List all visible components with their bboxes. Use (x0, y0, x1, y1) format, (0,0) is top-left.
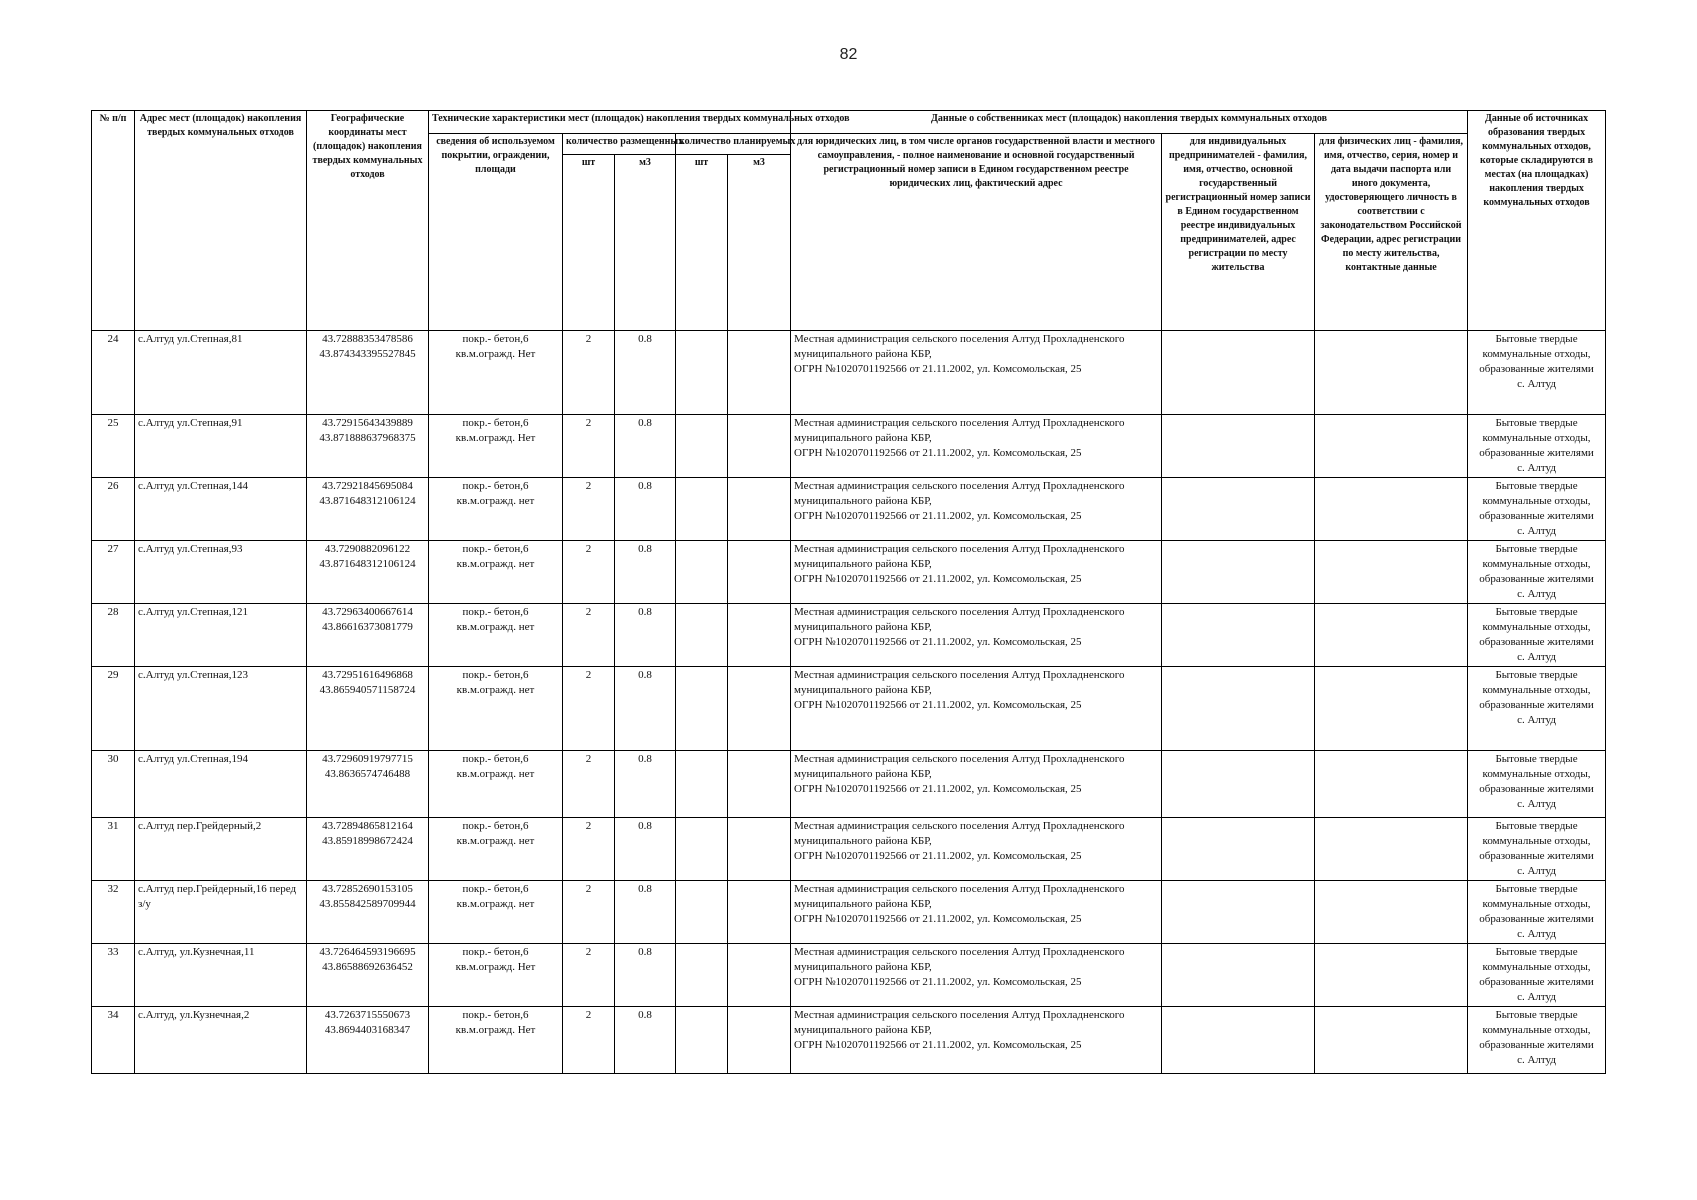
source-line-1: Бытовые твердые (1495, 417, 1578, 429)
source-line-4: с. Алтуд (1517, 798, 1556, 810)
owner-legal (791, 541, 1162, 604)
site-address: с.Алтуд ул.Степная,121 (135, 604, 307, 667)
longitude: 43.86588692636452 (322, 961, 413, 973)
qty-sht: 2 (563, 1007, 615, 1074)
cover-line-2: кв.м.огражд. нет (456, 768, 535, 780)
owner-line-3: ОГРН №1020701192566 от 21.11.2002, ул. Комсомольская, 25 (794, 976, 1082, 988)
source-line-2: коммунальные отходы, (1482, 432, 1591, 444)
qty-m3: 0.8 (615, 331, 676, 415)
source-line-3: образованные жителями (1479, 573, 1594, 585)
owner-physical (1315, 944, 1468, 1007)
source-line-2: коммунальные отходы, (1482, 684, 1591, 696)
source-line-1: Бытовые твердые (1495, 820, 1578, 832)
owner-line-2: муниципального района КБР, (794, 558, 932, 570)
planned-m3 (728, 415, 791, 478)
cover-line-2: кв.м.огражд. нет (456, 621, 535, 633)
owner-line-1: Местная администрация сельского поселения Алтуд Прохладненского (794, 543, 1125, 555)
qty-m3: 0.8 (615, 1007, 676, 1074)
site-address: с.Алтуд пер.Грейдерный,16 перед з/у (135, 881, 307, 944)
owner-line-2: муниципального района КБР, (794, 684, 932, 696)
owner-line-2: муниципального района КБР, (794, 835, 932, 847)
table-row (92, 818, 1606, 881)
table-row (92, 478, 1606, 541)
owner-line-3: ОГРН №1020701192566 от 21.11.2002, ул. Комсомольская, 25 (794, 510, 1082, 522)
qty-m3: 0.8 (615, 478, 676, 541)
source-line-3: образованные жителями (1479, 913, 1594, 925)
owner-legal (791, 667, 1162, 751)
owner-line-2: муниципального района КБР, (794, 898, 932, 910)
owner-line-1: Местная администрация сельского поселения Алтуд Прохладненского (794, 1009, 1125, 1021)
header-m3-planned: м3 (728, 155, 791, 331)
cover-line-2: кв.м.огражд. Нет (455, 1024, 536, 1036)
source-line-1: Бытовые твердые (1495, 333, 1578, 345)
source-line-4: с. Алтуд (1517, 651, 1556, 663)
latitude: 43.72915643439889 (322, 417, 413, 429)
site-coordinates (307, 1007, 429, 1074)
planned-sht (676, 751, 728, 818)
cover-line-2: кв.м.огражд. нет (456, 835, 535, 847)
row-number: 33 (92, 944, 135, 1007)
cover-info (429, 881, 563, 944)
cover-info (429, 818, 563, 881)
table-row (92, 881, 1606, 944)
longitude: 43.865940571158724 (319, 684, 416, 696)
waste-source (1468, 478, 1606, 541)
planned-sht (676, 331, 728, 415)
cover-line-1: покр.- бетон,6 (462, 333, 529, 345)
owner-physical (1315, 541, 1468, 604)
qty-m3: 0.8 (615, 604, 676, 667)
cover-line-2: кв.м.огражд. нет (456, 898, 535, 910)
site-address: с.Алтуд пер.Грейдерный,2 (135, 818, 307, 881)
owner-ip (1162, 881, 1315, 944)
owner-physical (1315, 478, 1468, 541)
owner-line-3: ОГРН №1020701192566 от 21.11.2002, ул. Комсомольская, 25 (794, 699, 1082, 711)
owner-line-1: Местная администрация сельского поселения Алтуд Прохладненского (794, 417, 1125, 429)
planned-sht (676, 478, 728, 541)
source-line-1: Бытовые твердые (1495, 543, 1578, 555)
source-line-4: с. Алтуд (1517, 378, 1556, 390)
owner-line-2: муниципального района КБР, (794, 1024, 932, 1036)
source-line-2: коммунальные отходы, (1482, 768, 1591, 780)
source-line-4: с. Алтуд (1517, 928, 1556, 940)
site-coordinates (307, 944, 429, 1007)
source-line-1: Бытовые твердые (1495, 1009, 1578, 1021)
longitude: 43.86616373081779 (322, 621, 413, 633)
owner-physical (1315, 1007, 1468, 1074)
owner-line-1: Местная администрация сельского поселения Алтуд Прохладненского (794, 606, 1125, 618)
cover-line-1: покр.- бетон,6 (462, 820, 529, 832)
header-qty-placed: количество размещенных (563, 134, 676, 155)
latitude: 43.72852690153105 (322, 883, 413, 895)
cover-line-1: покр.- бетон,6 (462, 753, 529, 765)
owner-line-1: Местная администрация сельского поселения Алтуд Прохладненского (794, 753, 1125, 765)
planned-sht (676, 881, 728, 944)
table-row (92, 604, 1606, 667)
longitude: 43.8694403168347 (324, 1024, 411, 1036)
source-line-3: образованные жителями (1479, 699, 1594, 711)
site-address: с.Алтуд ул.Степная,93 (135, 541, 307, 604)
owner-legal (791, 478, 1162, 541)
qty-sht: 2 (563, 881, 615, 944)
header-num: № п/п (92, 111, 135, 331)
planned-sht (676, 667, 728, 751)
owner-line-3: ОГРН №1020701192566 от 21.11.2002, ул. Комсомольская, 25 (794, 1039, 1082, 1051)
source-line-3: образованные жителями (1479, 510, 1594, 522)
qty-m3: 0.8 (615, 881, 676, 944)
owner-legal (791, 331, 1162, 415)
latitude: 43.72963400667614 (322, 606, 413, 618)
site-address: с.Алтуд ул.Степная,81 (135, 331, 307, 415)
site-coordinates (307, 667, 429, 751)
header-address: Адрес мест (площадок) накопления твердых коммунальных отходов (135, 111, 307, 331)
waste-source (1468, 541, 1606, 604)
site-address: с.Алтуд ул.Степная,123 (135, 667, 307, 751)
qty-sht: 2 (563, 818, 615, 881)
planned-sht (676, 604, 728, 667)
qty-m3: 0.8 (615, 751, 676, 818)
source-line-2: коммунальные отходы, (1482, 1024, 1591, 1036)
table-row (92, 667, 1606, 751)
owner-legal (791, 881, 1162, 944)
owner-ip (1162, 331, 1315, 415)
source-line-4: с. Алтуд (1517, 714, 1556, 726)
owner-line-2: муниципального района КБР, (794, 348, 932, 360)
owner-line-1: Местная администрация сельского поселения Алтуд Прохладненского (794, 333, 1125, 345)
owner-line-1: Местная администрация сельского поселения Алтуд Прохладненского (794, 480, 1125, 492)
latitude: 43.72951616496868 (322, 669, 413, 681)
latitude: 43.72921845695084 (322, 480, 413, 492)
longitude: 43.871648312106124 (319, 495, 416, 507)
owner-line-2: муниципального района КБР, (794, 432, 932, 444)
planned-m3 (728, 881, 791, 944)
owner-physical (1315, 881, 1468, 944)
source-line-2: коммунальные отходы, (1482, 348, 1591, 360)
owner-ip (1162, 944, 1315, 1007)
longitude: 43.8636574746488 (324, 768, 411, 780)
planned-m3 (728, 667, 791, 751)
planned-m3 (728, 1007, 791, 1074)
longitude: 43.874343395527845 (319, 348, 416, 360)
site-address: с.Алтуд ул.Степная,144 (135, 478, 307, 541)
waste-sites-table (91, 110, 1606, 1074)
cover-info (429, 944, 563, 1007)
table-row (92, 751, 1606, 818)
site-coordinates (307, 604, 429, 667)
owner-physical (1315, 331, 1468, 415)
cover-line-1: покр.- бетон,6 (462, 883, 529, 895)
row-number: 31 (92, 818, 135, 881)
row-number: 30 (92, 751, 135, 818)
site-coordinates (307, 751, 429, 818)
qty-m3: 0.8 (615, 415, 676, 478)
planned-m3 (728, 751, 791, 818)
waste-source (1468, 331, 1606, 415)
owner-line-2: муниципального района КБР, (794, 961, 932, 973)
owner-ip (1162, 667, 1315, 751)
header-m3: м3 (615, 155, 676, 331)
source-line-3: образованные жителями (1479, 636, 1594, 648)
source-line-1: Бытовые твердые (1495, 946, 1578, 958)
row-number: 34 (92, 1007, 135, 1074)
planned-sht (676, 818, 728, 881)
source-line-1: Бытовые твердые (1495, 669, 1578, 681)
owner-line-1: Местная администрация сельского поселения Алтуд Прохладненского (794, 946, 1125, 958)
cover-line-1: покр.- бетон,6 (462, 543, 529, 555)
site-address: с.Алтуд, ул.Кузнечная,11 (135, 944, 307, 1007)
planned-m3 (728, 604, 791, 667)
owner-ip (1162, 415, 1315, 478)
waste-source (1468, 604, 1606, 667)
owner-line-2: муниципального района КБР, (794, 495, 932, 507)
row-number: 32 (92, 881, 135, 944)
qty-sht: 2 (563, 478, 615, 541)
source-line-2: коммунальные отходы, (1482, 621, 1591, 633)
longitude: 43.85918998672424 (322, 835, 413, 847)
owner-ip (1162, 818, 1315, 881)
site-coordinates (307, 541, 429, 604)
waste-source (1468, 1007, 1606, 1074)
latitude: 43.726464593196695 (319, 946, 416, 958)
source-line-3: образованные жителями (1479, 850, 1594, 862)
owner-ip (1162, 604, 1315, 667)
table-row (92, 1007, 1606, 1074)
row-number: 24 (92, 331, 135, 415)
waste-source (1468, 881, 1606, 944)
row-number: 26 (92, 478, 135, 541)
header-qty-planned: количество планируемых (676, 134, 791, 155)
site-address: с.Алтуд, ул.Кузнечная,2 (135, 1007, 307, 1074)
owner-line-3: ОГРН №1020701192566 от 21.11.2002, ул. Комсомольская, 25 (794, 850, 1082, 862)
header-coords: Географические координаты мест (площадок) накопления твердых коммунальных отходов (307, 111, 429, 331)
cover-line-2: кв.м.огражд. Нет (455, 961, 536, 973)
planned-sht (676, 944, 728, 1007)
cover-line-2: кв.м.огражд. нет (456, 684, 535, 696)
cover-line-1: покр.- бетон,6 (462, 946, 529, 958)
qty-m3: 0.8 (615, 541, 676, 604)
cover-line-2: кв.м.огражд. нет (456, 558, 535, 570)
source-line-1: Бытовые твердые (1495, 480, 1578, 492)
source-line-3: образованные жителями (1479, 783, 1594, 795)
owner-legal (791, 1007, 1162, 1074)
source-line-4: с. Алтуд (1517, 525, 1556, 537)
owner-line-1: Местная администрация сельского поселения Алтуд Прохладненского (794, 883, 1125, 895)
source-line-4: с. Алтуд (1517, 865, 1556, 877)
owner-line-2: муниципального района КБР, (794, 621, 932, 633)
cover-info (429, 331, 563, 415)
source-line-4: с. Алтуд (1517, 462, 1556, 474)
source-line-2: коммунальные отходы, (1482, 898, 1591, 910)
header-legal: для юридических лиц, в том числе органов государственной власти и местного самоуправления, - полное наименование и основной государственный регистрационный номер записи в Едином государственном реестре юридических лиц, фактический адрес (791, 134, 1162, 331)
owner-physical (1315, 751, 1468, 818)
qty-m3: 0.8 (615, 818, 676, 881)
source-line-3: образованные жителями (1479, 1039, 1594, 1051)
owner-legal (791, 751, 1162, 818)
owner-line-3: ОГРН №1020701192566 от 21.11.2002, ул. Комсомольская, 25 (794, 447, 1082, 459)
source-line-1: Бытовые твердые (1495, 753, 1578, 765)
row-number: 29 (92, 667, 135, 751)
owner-physical (1315, 667, 1468, 751)
owner-ip (1162, 1007, 1315, 1074)
header-ip: для индивидуальных предпринимателей - фамилия, имя, отчество, основной государственный регистрационный номер записи в Едином государственном реестре индивидуальных предпринимателей, адрес регистрации по месту жительства (1162, 134, 1315, 331)
source-line-1: Бытовые твердые (1495, 606, 1578, 618)
cover-line-1: покр.- бетон,6 (462, 480, 529, 492)
cover-line-1: покр.- бетон,6 (462, 669, 529, 681)
row-number: 25 (92, 415, 135, 478)
site-coordinates (307, 331, 429, 415)
waste-source (1468, 415, 1606, 478)
owner-legal (791, 818, 1162, 881)
cover-line-1: покр.- бетон,6 (462, 1009, 529, 1021)
row-number: 27 (92, 541, 135, 604)
source-line-4: с. Алтуд (1517, 1054, 1556, 1066)
latitude: 43.72960919797715 (322, 753, 413, 765)
cover-line-1: покр.- бетон,6 (462, 417, 529, 429)
qty-sht: 2 (563, 944, 615, 1007)
owner-physical (1315, 604, 1468, 667)
site-coordinates (307, 881, 429, 944)
cover-info (429, 415, 563, 478)
cover-info (429, 604, 563, 667)
header-owners: Данные о собственниках мест (площадок) накопления твердых коммунальных отходов (791, 111, 1468, 134)
table-body (92, 331, 1606, 1074)
planned-sht (676, 541, 728, 604)
longitude: 43.871648312106124 (319, 558, 416, 570)
header-tech: Технические характеристики мест (площадок) накопления твердых коммунальных отходов (429, 111, 791, 134)
owner-line-3: ОГРН №1020701192566 от 21.11.2002, ул. Комсомольская, 25 (794, 573, 1082, 585)
owner-line-1: Местная администрация сельского поселения Алтуд Прохладненского (794, 669, 1125, 681)
site-coordinates (307, 818, 429, 881)
cover-line-2: кв.м.огражд. Нет (455, 432, 536, 444)
cover-info (429, 1007, 563, 1074)
planned-m3 (728, 478, 791, 541)
owner-line-1: Местная администрация сельского поселения Алтуд Прохладненского (794, 820, 1125, 832)
latitude: 43.7263715550673 (324, 1009, 411, 1021)
header-sht: шт (563, 155, 615, 331)
planned-sht (676, 1007, 728, 1074)
table-row (92, 944, 1606, 1007)
qty-m3: 0.8 (615, 944, 676, 1007)
cover-line-2: кв.м.огражд. Нет (455, 348, 536, 360)
owner-physical (1315, 818, 1468, 881)
owner-ip (1162, 541, 1315, 604)
site-address: с.Алтуд ул.Степная,194 (135, 751, 307, 818)
planned-m3 (728, 541, 791, 604)
owner-physical (1315, 415, 1468, 478)
owner-legal (791, 604, 1162, 667)
table-row (92, 331, 1606, 415)
planned-m3 (728, 944, 791, 1007)
owner-line-2: муниципального района КБР, (794, 768, 932, 780)
qty-sht: 2 (563, 331, 615, 415)
cover-line-2: кв.м.огражд. нет (456, 495, 535, 507)
latitude: 43.72888353478586 (322, 333, 413, 345)
planned-sht (676, 415, 728, 478)
longitude: 43.855842589709944 (319, 898, 416, 910)
site-address: с.Алтуд ул.Степная,91 (135, 415, 307, 478)
latitude: 43.7290882096122 (324, 543, 411, 555)
page-number: 82 (839, 46, 858, 63)
cover-info (429, 478, 563, 541)
source-line-4: с. Алтуд (1517, 991, 1556, 1003)
planned-m3 (728, 818, 791, 881)
waste-source (1468, 751, 1606, 818)
source-line-2: коммунальные отходы, (1482, 558, 1591, 570)
planned-m3 (728, 331, 791, 415)
source-line-2: коммунальные отходы, (1482, 495, 1591, 507)
waste-source (1468, 944, 1606, 1007)
owner-ip (1162, 751, 1315, 818)
qty-sht: 2 (563, 667, 615, 751)
cover-line-1: покр.- бетон,6 (462, 606, 529, 618)
source-line-3: образованные жителями (1479, 447, 1594, 459)
header-sht-planned: шт (676, 155, 728, 331)
owner-legal (791, 944, 1162, 1007)
longitude: 43.871888637968375 (319, 432, 416, 444)
cover-info (429, 541, 563, 604)
qty-m3: 0.8 (615, 667, 676, 751)
table-header (92, 111, 1606, 331)
site-coordinates (307, 478, 429, 541)
qty-sht: 2 (563, 604, 615, 667)
source-line-3: образованные жителями (1479, 976, 1594, 988)
source-line-3: образованные жителями (1479, 363, 1594, 375)
owner-legal (791, 415, 1162, 478)
cover-info (429, 751, 563, 818)
owner-line-3: ОГРН №1020701192566 от 21.11.2002, ул. Комсомольская, 25 (794, 913, 1082, 925)
owner-line-3: ОГРН №1020701192566 от 21.11.2002, ул. Комсомольская, 25 (794, 783, 1082, 795)
header-cover: сведения об используемом покрытии, ограждении, площади (429, 134, 563, 331)
source-line-2: коммунальные отходы, (1482, 835, 1591, 847)
cover-info (429, 667, 563, 751)
qty-sht: 2 (563, 415, 615, 478)
owner-line-3: ОГРН №1020701192566 от 21.11.2002, ул. Комсомольская, 25 (794, 363, 1082, 375)
latitude: 43.72894865812164 (322, 820, 413, 832)
qty-sht: 2 (563, 751, 615, 818)
table-row (92, 541, 1606, 604)
table-row (92, 415, 1606, 478)
site-coordinates (307, 415, 429, 478)
source-line-1: Бытовые твердые (1495, 883, 1578, 895)
qty-sht: 2 (563, 541, 615, 604)
waste-source (1468, 667, 1606, 751)
owner-ip (1162, 478, 1315, 541)
row-number: 28 (92, 604, 135, 667)
source-line-2: коммунальные отходы, (1482, 961, 1591, 973)
header-physical: для физических лиц - фамилия, имя, отчество, серия, номер и дата выдачи паспорта или иного документа, удостоверяющего личность в соответствии с законодательством Российской Федерации, адрес регистрации по месту жительства, контактные данные (1315, 134, 1468, 331)
waste-source (1468, 818, 1606, 881)
header-sources: Данные об источниках образования твердых коммунальных отходов, которые складируются в местах (на площадках) накопления твердых коммунальных отходов (1468, 111, 1606, 331)
owner-line-3: ОГРН №1020701192566 от 21.11.2002, ул. Комсомольская, 25 (794, 636, 1082, 648)
source-line-4: с. Алтуд (1517, 588, 1556, 600)
